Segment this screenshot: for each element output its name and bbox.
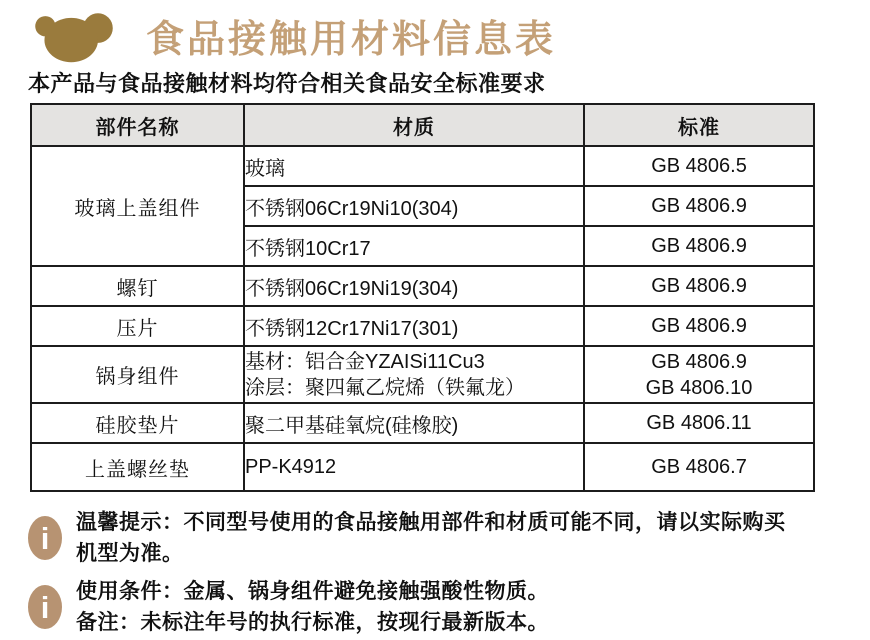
table-row [31, 146, 814, 186]
compliance-statement: 本产品与食品接触材料均符合相关食品安全标准要求 [28, 71, 546, 96]
part-name-cell: 硅胶垫片 [31, 403, 244, 443]
material-base-line: 基材：铝合金YZAISi11Cu3 [245, 350, 485, 373]
part-name-cell: 压片 [31, 306, 244, 346]
material-cell: 聚二甲基硅氧烷(硅橡胶) [244, 403, 584, 443]
standard-cell [584, 346, 814, 403]
table-row [31, 403, 814, 443]
material-cell: 不锈钢06Cr19Ni19(304) [244, 266, 584, 306]
note-text [76, 507, 786, 569]
table-row [31, 266, 814, 306]
standard-cell: GB 4806.9 [584, 266, 814, 306]
part-name-cell: 螺钉 [31, 266, 244, 306]
standard-cell: GB 4806.7 [584, 443, 814, 491]
note-line: 温馨提示：不同型号使用的食品接触用部件和材质可能不同，请以实际购买 [76, 511, 786, 534]
table-row [31, 346, 814, 403]
table-row [31, 443, 814, 491]
note-line: 备注：未标注年号的执行标准，按现行最新版本。 [76, 611, 549, 634]
page-title: 食品接触用材料信息表 [146, 18, 557, 61]
column-header-material: 材质 [244, 104, 584, 146]
column-header-standard: 标准 [584, 104, 814, 146]
material-cell: 不锈钢06Cr19Ni10(304) [244, 186, 584, 226]
note-line: 使用条件：金属、锅身组件避免接触强酸性物质。 [76, 580, 549, 603]
material-info-table [30, 103, 815, 492]
standard-line: GB 4806.9 [651, 350, 747, 373]
info-icon: i [28, 516, 62, 560]
bear-logo-icon [26, 5, 122, 65]
standard-cell: GB 4806.9 [584, 306, 814, 346]
note-text [76, 576, 549, 638]
info-icon: i [28, 585, 62, 629]
footer-notes [28, 507, 870, 638]
material-cell: 不锈钢10Cr17 [244, 226, 584, 266]
standard-cell: GB 4806.5 [584, 146, 814, 186]
material-coating-line: 涂层：聚四氟乙烷烯（铁氟龙） [245, 376, 525, 399]
material-cell [244, 346, 584, 403]
note-warm-tip [28, 507, 870, 569]
table-header-row [31, 104, 814, 146]
standard-cell: GB 4806.9 [584, 226, 814, 266]
page-header [0, 4, 870, 66]
part-name-cell: 上盖螺丝垫 [31, 443, 244, 491]
material-cell: 玻璃 [244, 146, 584, 186]
standard-cell: GB 4806.9 [584, 186, 814, 226]
note-usage-conditions [28, 576, 870, 638]
note-line: 机型为准。 [76, 542, 184, 565]
standard-cell: GB 4806.11 [584, 403, 814, 443]
part-name-cell: 玻璃上盖组件 [31, 146, 244, 266]
column-header-part-name: 部件名称 [31, 104, 244, 146]
table-row [31, 306, 814, 346]
material-cell: 不锈钢12Cr17Ni17(301) [244, 306, 584, 346]
part-name-cell: 锅身组件 [31, 346, 244, 403]
standard-line: GB 4806.10 [645, 376, 753, 399]
material-cell: PP-K4912 [244, 443, 584, 491]
